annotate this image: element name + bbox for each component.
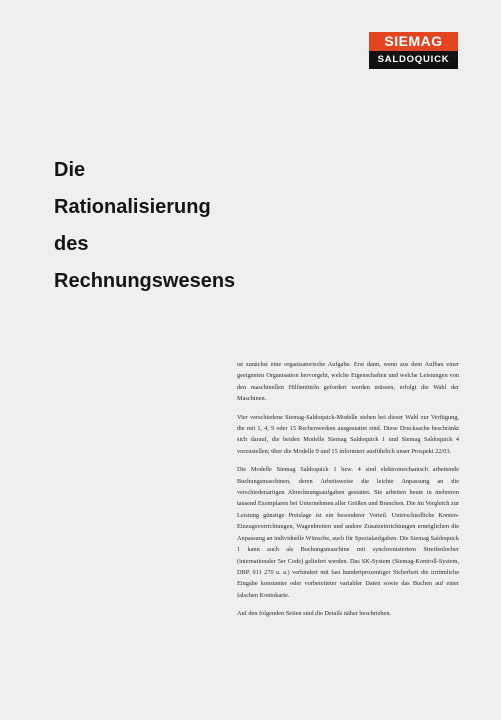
siemag-saldoquick-logo — [369, 32, 458, 69]
page-title — [54, 152, 235, 300]
title-line: Rechnungswesens — [54, 270, 236, 292]
title-line: Rationalisierung — [54, 196, 211, 218]
logo-brand: SIEMAG — [369, 32, 458, 51]
body-text — [237, 359, 459, 627]
paragraph: ist zunächst eine organisatorische Aufgabe. Erst dann, wenn aus dem Aufbau einer geeigneten Organisation hervorgeht, welche Eigenschaften und welche Leistungen von den maschinellen Hilfsmitteln gefordert werden müssen, erfolgt die Wahl der Maschinen. — [237, 361, 459, 403]
paragraph: Auf den folgenden Seiten sind die Details näher beschrieben. — [237, 610, 392, 618]
paragraph: Vier verschiedene Siemag-Saldoquick-Modelle stehen bei dieser Wahl zur Verfügung, die mit 1, 4, 9 oder 15 Rechenwerken ausgestattet sind. Diese Drucksache beschränkt sich darauf, die beiden Modelle Siemag Saldoquick 1 und Siemag Saldoquick 4 vorzustellen; über die Modelle 9 und 15 informiert ausführlich unser Prospekt 22/03. — [237, 413, 459, 455]
logo-product: SALDOQUICK — [369, 51, 458, 69]
title-line: des — [54, 233, 89, 255]
title-line: Die — [54, 159, 86, 181]
paragraph: Die Modelle Siemag Saldoquick 1 bzw. 4 sind elektromechanisch arbeitende Buchungsmaschinen, deren Arbeitsweise die leichte Anpassung an die verschiedenartigen Abrechnungsaufgaben gestattet. Sie arbeiten heute in mehreren tausend Exemplaren bei Unternehmen aller Größen und Branchen. Die im Vergleich zur Leistung günstige Preislage ist ein besonderer Vorteil. Unterschiedliche Konten-Einzugsvorrichtungen, Wagenbreiten und andere Zusatzeinrichtungen ermöglichen die Anpassung an individuelle Wünsche, auch für Spezialaufgaben. Die Siemag Saldoquick 1 kann auch als Buchungsmaschine mit synchronisiertem Streifenlocher (internationaler 5er Code) geliefert werden. Das SK-System (Siemag-Kontroll-System, DBP. 911 270 u. a.) verhindert mit fast hundertprozentiger Sicherheit die irrtümliche Eingabe konstanter oder vorbereiteter variabler Daten sowie das Buchen auf einer falschen Kontokarte. — [237, 466, 459, 599]
